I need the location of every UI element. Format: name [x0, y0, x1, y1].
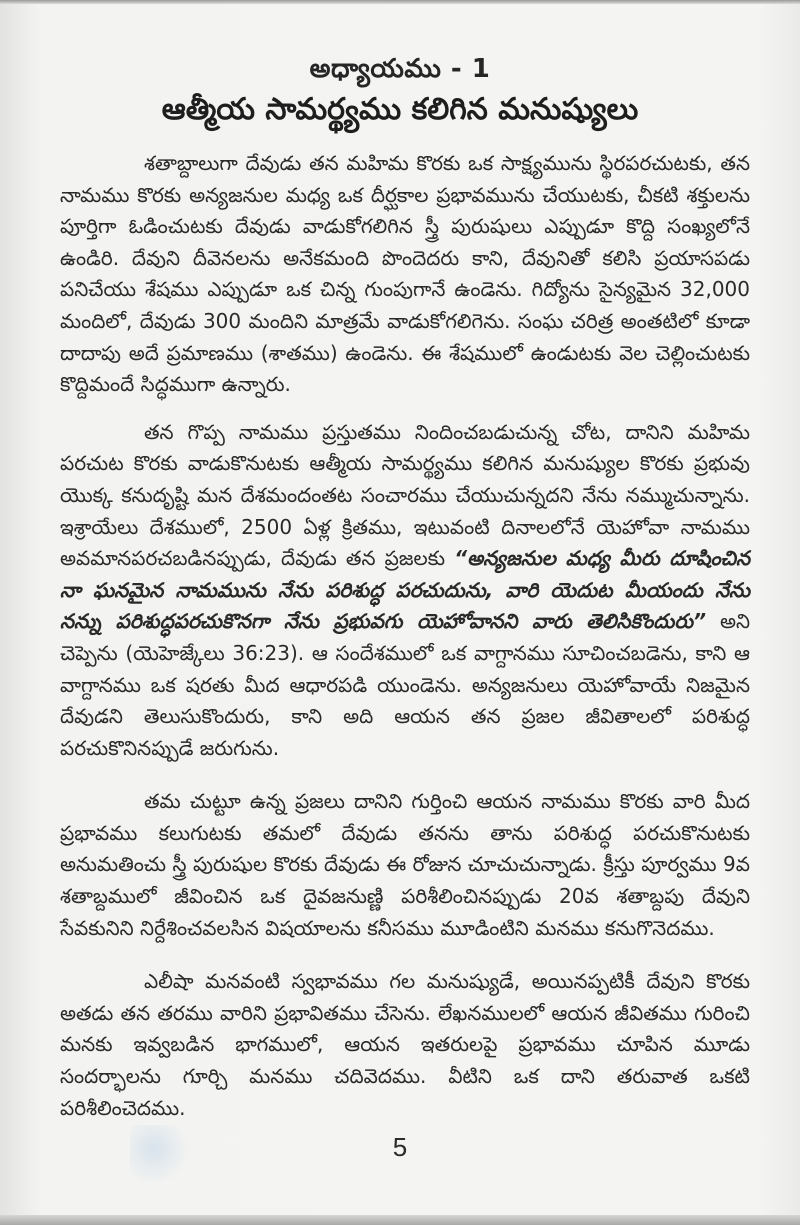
paragraph-1: శతాబ్దాలుగా దేవుడు తన మహిమ కొరకు ఒక సాక్ష్యమును స్థిరపరచుటకు, తన నామము కొరకు అన్యజనుల మధ్య ఒక దీర్ఘకాల ప్రభావమును చేయుటకు, చీకటి శక్తులను పూర్తిగా ఓడించుటకు దేవుడు వాడుకోగలిగిన స్త్రీ పురుషులు ఎప్పుడూ కొద్ది సంఖ్యలోనే ఉండిరి. దేవుని దీవెనలను అనేకమంది పొందెదరు కాని, దేవునితో కలిసి ప్రయాసపడు పనిచేయు శేషము ఎప్పుడూ ఒక చిన్న గుంపుగానే ఉండెను. గిద్యోను సైన్యమైన 32,000 మందిలో, దేవుడు 300 మందిని మాత్రమే వాడుకోగలిగెను. సంఘ చరిత్ర అంతటిలో కూడా దాదాపు అదే ప్రమాణము (శాతము) ఉండెను. ఈ శేషములో ఉండుటకు వెల చెల్లించుటకు కొద్దిమందే సిద్ధముగా ఉన్నారు. — [60, 151, 750, 397]
page-top-edge — [0, 0, 800, 4]
scripture-quote: “అన్యజనుల మధ్య మీరు దూషించిన నా ఘనమైన నామమును నేను పరిశుద్ధ పరచుదును, వారి యెదుట మీయందు నేను నన్ను పరిశుద్ధపరచుకొనగా నేను ప్రభువగు యెహోవానని వారు తెలిసికొందురు” — [60, 546, 751, 634]
chapter-title: ఆత్మీయ సామర్థ్యము కలిగిన మనుష్యులు — [161, 92, 639, 127]
paragraph-4: ఎలీషా మనవంటి స్వభావము గల మనుష్యుడే, అయినప్పటికీ దేవుని కొరకు అతడు తన తరము వారిని ప్రభావితము చేసెను. లేఖనములలో ఆయన జీవితము గురించి మనకు ఇవ్వబడిన భాగములో, ఆయన ఇతరులపై ప్రభావము చూపిన మూడు సందర్భాలను గూర్చి మనము చదివెదము. వీటిని ఒక దాని తరువాత ఒకటి పరిశీలించెదము. — [60, 969, 750, 1120]
paragraph-2 — [60, 417, 750, 765]
page-number: 5 — [392, 1132, 408, 1162]
chapter-label: అధ్యాయము - 1 — [309, 54, 491, 84]
chapter-body — [60, 148, 750, 1124]
page-bottom-edge — [0, 1215, 800, 1225]
paragraph-3: తమ చుట్టూ ఉన్న ప్రజలు దానిని గుర్తించి ఆయన నామము కొరకు వారి మీద ప్రభావము కలుగుటకు తమలో దేవుడు తనను తాను పరిశుద్ధ పరచుకొనుటకు అనుమతించు స్త్రీ పురుషుల కొరకు దేవుడు ఈ రోజున చూచుచున్నాడు. క్రీస్తు పూర్వము 9వ శతాబ్దములో జీవించిన ఒక దైవజనుణ్ణి పరిశీలించినప్పుడు 20వ శతాబ్దపు దేవుని సేవకునిని నిర్దేశించవలసిన విషయాలను కనీసము మూడింటిని మనము కనుగొనెదము. — [60, 789, 750, 940]
paragraph-2-rest: అని చెప్పెను (యెహెజ్కేలు 36:23). ఆ సందేశములో ఒక వాగ్దానము సూచించబడెను, కాని ఆ వాగ్దానము ఒక షరతు మీద ఆధారపడి యుండెను. అన్యజనులు యెహోవాయే నిజమైన దేవుడని తెలుసుకొందురు, కాని అది ఆయన తన ప్రజల జీవితాలలో పరిశుద్ధ పరచుకొనినప్పుడే జరుగును. — [60, 609, 750, 760]
paragraph-2-intro: తన గొప్ప నామము ప్రస్తుతము నిందించబడుచున్న చోట, దానిని మహిమ పరచుట కొరకు వాడుకొనుటకు ఆత్మీయ సామర్థ్యము కలిగిన మనుష్యుల కొరకు ప్రభువు యొక్క కనుదృష్టి మన దేశమందంతట సంచారము చేయుచున్నదని నేను నమ్ముచున్నాను. ఇశ్రాయేలు దేశములో, 2500 ఏళ్ల క్రితము, ఇటువంటి దినాలలోనే యెహోవా నామము అవమానపరచబడినప్పుడు, దేవుడు తన ప్రజలకు — [60, 419, 750, 571]
